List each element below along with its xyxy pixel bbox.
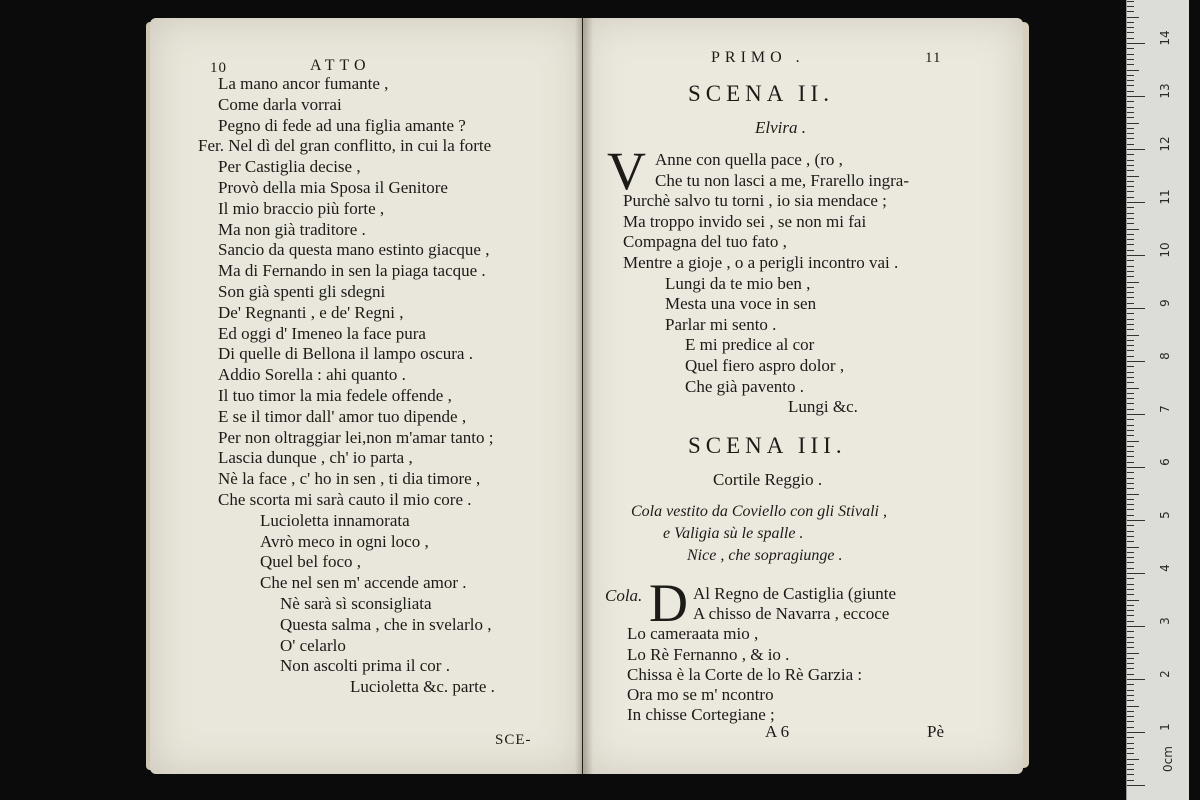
scene-title: SCENA III. <box>688 433 847 458</box>
verse-line: Provò della mia Sposa il Genitore <box>218 178 448 197</box>
ruler-tick <box>1127 531 1134 532</box>
ruler-tick <box>1127 769 1134 770</box>
ruler-tick <box>1127 372 1134 373</box>
verse-line: Compagna del tuo fato , <box>623 232 787 252</box>
ruler-tick <box>1127 32 1134 33</box>
ruler-tick <box>1127 133 1134 134</box>
ruler-number: 9 <box>1158 299 1172 307</box>
ruler-tick <box>1127 610 1134 611</box>
ruler-tick <box>1127 255 1145 256</box>
ruler-tick <box>1127 303 1134 304</box>
ruler-tick <box>1127 562 1134 563</box>
verse-line: Lascia dunque , ch' io parta , <box>218 448 413 468</box>
catchword: Pè <box>927 722 944 741</box>
ruler-number: 6 <box>1158 458 1172 466</box>
ruler-tick <box>1127 711 1134 712</box>
ruler-tick <box>1127 409 1134 410</box>
ruler-tick <box>1127 361 1145 362</box>
ruler-tick <box>1127 626 1145 627</box>
book-gutter <box>575 18 593 774</box>
ruler-tick <box>1127 721 1134 722</box>
ruler-tick <box>1127 403 1134 404</box>
ruler-tick <box>1127 356 1134 357</box>
ruler-tick <box>1127 149 1145 150</box>
ruler-tick <box>1127 504 1134 505</box>
ruler-tick <box>1127 207 1134 208</box>
ruler-tick <box>1127 716 1134 717</box>
ruler-tick <box>1127 536 1134 537</box>
ruler-tick <box>1127 176 1139 177</box>
ruler-tick <box>1127 117 1134 118</box>
ruler-tick <box>1127 679 1145 680</box>
ruler-tick <box>1127 38 1134 39</box>
verse-line: Questa salma , che in svelarlo , <box>280 614 492 634</box>
ruler-tick <box>1127 615 1134 616</box>
verse-line: Purchè salvo tu torni , io sia mendace ; <box>623 191 887 211</box>
verse-line: Nè la face , c' ho in sen , ti dia timore , <box>218 469 481 489</box>
ruler-tick <box>1127 419 1134 420</box>
verse-line: Parlar mi sento . <box>665 314 777 334</box>
measurement-ruler <box>1126 0 1189 800</box>
ruler-tick <box>1127 663 1134 664</box>
ruler-tick <box>1127 244 1134 245</box>
ruler-tick <box>1127 499 1134 500</box>
ruler-tick <box>1127 520 1145 521</box>
verse-line: Lo Rè Fernanno , & io . <box>627 644 790 664</box>
ruler-tick <box>1127 674 1134 675</box>
ruler-tick <box>1127 478 1134 479</box>
verse-line: Ma non già traditore . <box>218 219 366 239</box>
ruler-number: 13 <box>1158 83 1172 99</box>
drop-cap: D <box>649 573 688 633</box>
ruler-tick <box>1127 80 1134 81</box>
verse-line: Il tuo timor la mia fedele offende , <box>218 386 452 405</box>
ruler-tick <box>1127 552 1134 553</box>
ruler-tick <box>1127 282 1139 283</box>
ruler-tick <box>1127 525 1134 526</box>
verse-line: Ma troppo invido sei , se non mi fai <box>623 211 867 231</box>
ruler-tick <box>1127 483 1134 484</box>
running-header: ATTO <box>310 57 371 74</box>
ruler-tick <box>1127 287 1134 288</box>
drop-cap: V <box>607 141 646 201</box>
ruler-tick <box>1127 446 1134 447</box>
ruler-tick <box>1127 774 1134 775</box>
running-header: PRIMO . <box>711 49 805 66</box>
ruler-tick <box>1127 557 1134 558</box>
ruler-tick <box>1127 234 1134 235</box>
ruler-tick <box>1127 160 1134 161</box>
ruler-tick <box>1127 27 1134 28</box>
verse-line: A chisso de Navarra , eccoce <box>693 604 890 624</box>
ruler-tick <box>1127 324 1134 325</box>
ruler-tick <box>1127 366 1134 367</box>
verse-line: Che nel sen m' accende amor . <box>260 573 467 593</box>
ruler-tick <box>1127 308 1145 309</box>
verse-line: Mesta una voce in sen <box>665 294 817 314</box>
ruler-number: 10 <box>1158 242 1172 258</box>
ruler-tick <box>1127 541 1134 542</box>
verse-line: Nè sarà sì sconsigliata <box>280 594 432 613</box>
verse-line: Che tu non lasci a me, Frarello ingra- <box>655 170 909 190</box>
verse-line: E se il timor dall' amor tuo dipende , <box>218 406 467 426</box>
ruler-tick <box>1127 568 1134 569</box>
ruler-tick <box>1127 170 1134 171</box>
ruler-tick <box>1127 706 1139 707</box>
ruler-tick <box>1127 70 1139 71</box>
ruler-tick <box>1127 64 1134 65</box>
ruler-number: 12 <box>1158 136 1172 152</box>
ruler-number: 8 <box>1158 352 1172 360</box>
verse-line: Che già pavento . <box>685 376 804 396</box>
ruler-tick <box>1127 690 1134 691</box>
scene-character: Elvira . <box>755 118 806 137</box>
signature-mark: A 6 <box>765 722 790 741</box>
ruler-tick <box>1127 276 1134 277</box>
ruler-tick <box>1127 292 1134 293</box>
ruler-tick <box>1127 202 1145 203</box>
ruler-tick <box>1127 266 1134 267</box>
ruler-tick <box>1127 578 1134 579</box>
ruler-tick <box>1127 1 1134 2</box>
ruler-number: 2 <box>1158 670 1172 678</box>
scene-title: SCENA II. <box>688 81 834 106</box>
ruler-tick <box>1127 22 1134 23</box>
ruler-tick <box>1127 165 1134 166</box>
verse-line: Sancio da questa mano estinto giacque , <box>218 240 490 260</box>
verse-line: Al Regno de Castiglia (giunte <box>693 584 897 603</box>
ruler-tick <box>1127 589 1134 590</box>
ruler-tick <box>1127 472 1134 473</box>
ruler-tick <box>1127 467 1145 468</box>
ruler-tick <box>1127 441 1139 442</box>
ruler-tick <box>1127 123 1139 124</box>
ruler-tick <box>1127 451 1134 452</box>
ruler-tick <box>1127 313 1134 314</box>
ruler-tick <box>1127 425 1134 426</box>
ruler-tick <box>1127 181 1134 182</box>
ruler-tick <box>1127 743 1134 744</box>
verse-line: E mi predice al cor <box>685 335 815 355</box>
ruler-tick <box>1127 96 1145 97</box>
ruler-number: 7 <box>1158 405 1172 413</box>
ruler-tick <box>1127 54 1134 55</box>
ruler-number: 1 <box>1158 723 1172 731</box>
page-number: 11 <box>925 50 942 66</box>
verse-line: Ora mo se m' ncontro <box>627 685 774 704</box>
ruler-number: 5 <box>1158 511 1172 519</box>
verse-line: Son già spenti gli sdegni <box>218 282 386 301</box>
verse-line: Ma di Fernando in sen la piaga tacque . <box>218 261 486 281</box>
scene-setting: Cortile Reggio . <box>713 470 823 489</box>
verse-line: Lungi da te mio ben , <box>665 273 811 293</box>
ruler-tick <box>1127 382 1134 383</box>
ruler-tick <box>1127 668 1134 669</box>
ruler-tick <box>1127 91 1134 92</box>
ruler-tick <box>1127 335 1139 336</box>
verse-line: Anne con quella pace , (ro , <box>655 150 843 169</box>
ruler-tick <box>1127 732 1145 733</box>
ruler-tick <box>1127 388 1139 389</box>
ruler-tick <box>1127 329 1134 330</box>
ruler-number: 4 <box>1158 564 1172 572</box>
ruler-number: 14 <box>1158 30 1172 46</box>
ruler-tick <box>1127 377 1134 378</box>
verse-line: Come darla vorrai <box>218 94 342 114</box>
verse-line: De' Regnanti , e de' Regni , <box>218 302 404 322</box>
ruler-tick <box>1127 128 1134 129</box>
speaker-name: Cola. <box>605 586 643 605</box>
ruler-unit-label: 0cm <box>1161 746 1175 772</box>
ruler-tick <box>1127 43 1145 44</box>
verse-line: Avrò meco in ogni loco , <box>260 531 429 551</box>
ruler-tick <box>1127 637 1134 638</box>
ruler-tick <box>1127 107 1134 108</box>
ruler-tick <box>1127 6 1134 7</box>
ruler-tick <box>1127 653 1139 654</box>
verse-line: Fer. Nel dì del gran conflitto, in cui la forte <box>198 136 492 156</box>
ruler-tick <box>1127 85 1134 86</box>
ruler-tick <box>1127 547 1139 548</box>
verse-line: In chisse Cortegiane ; <box>627 705 775 725</box>
ruler-tick <box>1127 748 1134 749</box>
verse-line: Chissa è la Corte de lo Rè Garzia : <box>627 664 863 684</box>
ruler-tick <box>1127 393 1134 394</box>
verse-line: Non ascolti prima il cor . <box>280 656 450 676</box>
verse-line: Pegno di fede ad una figlia amante ? <box>218 115 466 135</box>
ruler-tick <box>1127 494 1139 495</box>
ruler-tick <box>1127 345 1134 346</box>
ruler-tick <box>1127 138 1134 139</box>
ruler-tick <box>1127 398 1134 399</box>
ruler-tick <box>1127 642 1134 643</box>
ruler-tick <box>1127 435 1134 436</box>
verse-line: La mano ancor fumante , <box>218 74 389 93</box>
ruler-tick <box>1127 350 1134 351</box>
ruler-tick <box>1127 515 1134 516</box>
verse-line: Per non oltraggiar lei,non m'amar tanto ; <box>218 427 494 447</box>
ruler-number: 3 <box>1158 617 1172 625</box>
ruler-tick <box>1127 319 1134 320</box>
ruler-tick <box>1127 600 1139 601</box>
ruler-tick <box>1127 684 1134 685</box>
catchword: SCE- <box>495 732 532 748</box>
ruler-tick <box>1127 509 1134 510</box>
page-number: 10 <box>210 60 227 76</box>
ruler-tick <box>1127 112 1134 113</box>
verse-line: Di quelle di Bellona il lampo oscura . <box>218 344 473 364</box>
ruler-tick <box>1127 48 1134 49</box>
ruler-tick <box>1127 75 1134 76</box>
ruler-tick <box>1127 785 1145 786</box>
ruler-tick <box>1127 11 1134 12</box>
ruler-tick <box>1127 144 1134 145</box>
verse-line: Per Castiglia decise , <box>218 157 361 177</box>
ruler-tick <box>1127 695 1134 696</box>
ruler-tick <box>1127 462 1134 463</box>
ruler-tick <box>1127 271 1134 272</box>
ruler-tick <box>1127 727 1134 728</box>
ruler-number: 11 <box>1158 189 1172 205</box>
verse-line: Lucioletta &c. parte . <box>350 677 495 697</box>
ruler-tick <box>1127 621 1134 622</box>
ruler-tick <box>1127 631 1134 632</box>
stage-direction: Cola vestito da Coviello con gli Stivali , <box>631 503 887 520</box>
ruler-tick <box>1127 191 1134 192</box>
ruler-tick <box>1127 584 1134 585</box>
ruler-tick <box>1127 223 1134 224</box>
ruler-tick <box>1127 17 1139 18</box>
ruler-tick <box>1127 780 1134 781</box>
ruler-tick <box>1127 414 1145 415</box>
ruler-tick <box>1127 197 1134 198</box>
verse-line: Lo cameraata mio , <box>627 624 759 644</box>
ruler-tick <box>1127 759 1139 760</box>
ruler-tick <box>1127 59 1134 60</box>
ruler-tick <box>1127 154 1134 155</box>
verse-line: Addio Sorella : ahi quanto . <box>218 365 406 385</box>
ruler-tick <box>1127 239 1134 240</box>
ruler-tick <box>1127 573 1145 574</box>
ruler-tick <box>1127 737 1134 738</box>
ruler-tick <box>1127 764 1134 765</box>
ruler-tick <box>1127 218 1134 219</box>
ruler-tick <box>1127 430 1134 431</box>
verse-line: Quel fiero aspro dolor , <box>685 356 845 375</box>
verse-line: Lucioletta innamorata <box>260 510 410 530</box>
ruler-tick <box>1127 101 1134 102</box>
verse-line: Che scorta mi sarà cauto il mio core . <box>218 490 472 509</box>
ruler-tick <box>1127 260 1134 261</box>
stage-direction: e Valigia sù le spalle . <box>663 525 804 542</box>
verse-line: Il mio braccio più forte , <box>218 198 385 218</box>
left-page <box>150 18 582 774</box>
ruler-tick <box>1127 340 1134 341</box>
ruler-tick <box>1127 753 1134 754</box>
ruler-tick <box>1127 700 1134 701</box>
ruler-tick <box>1127 250 1134 251</box>
stage-direction: Nice , che sopragiunge . <box>687 547 843 564</box>
ruler-tick <box>1127 647 1134 648</box>
verse-line: Quel bel foco , <box>260 552 362 572</box>
right-page <box>583 18 1023 774</box>
ruler-tick <box>1127 658 1134 659</box>
ruler-tick <box>1127 297 1134 298</box>
ruler-tick <box>1127 488 1134 489</box>
ruler-tick <box>1127 213 1134 214</box>
ruler-tick <box>1127 456 1134 457</box>
ruler-tick <box>1127 594 1134 595</box>
ruler-tick <box>1127 186 1134 187</box>
ruler-tick <box>1127 605 1134 606</box>
verse-line: Ed oggi d' Imeneo la face pura <box>218 323 426 343</box>
verse-line: Mentre a gioje , o a perigli incontro vai . <box>623 253 899 272</box>
verse-line: Lungi &c. <box>788 397 858 417</box>
verse-line: O' celarlo <box>280 635 346 655</box>
ruler-tick <box>1127 229 1139 230</box>
